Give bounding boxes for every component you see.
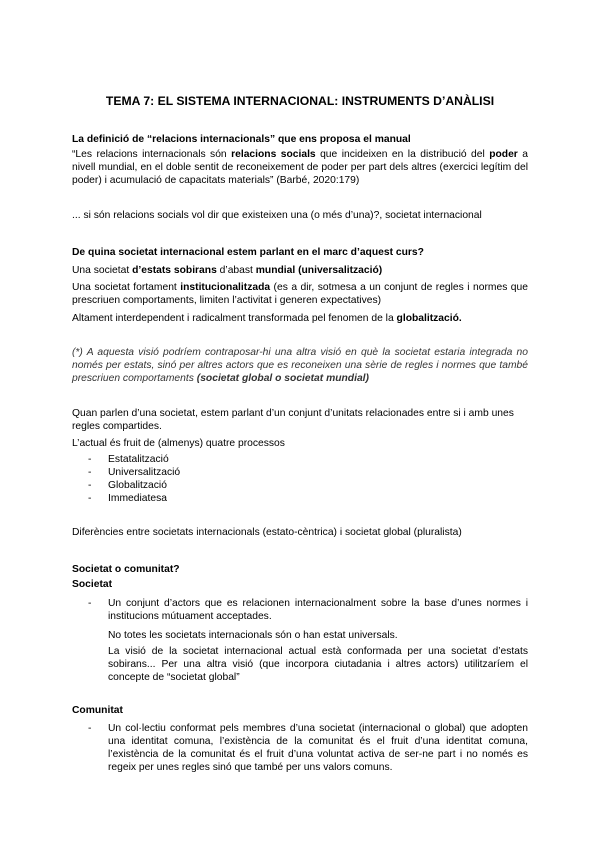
subheading-community: Comunitat [72,705,123,716]
list-dash: - [88,467,92,478]
society-definition: Un conjunt d’actors que es relacionen internacionalment sobre la base d’unes normes i institucions mútuament acceptades. [108,598,528,622]
list-dash: - [88,598,92,609]
bold-text: (societat global o societat mundial) [196,373,369,384]
text: Altament interdependent i radicalment transformada pel fenomen de la [72,313,397,324]
bold-text: institucionalitzada [180,282,271,293]
list-item: Immediatesa [108,493,167,504]
section-heading-society: De quina societat internacional estem parlant en el marc d’aquest curs? [72,247,424,258]
text: (es a dir, sotmesa a un conjunt de regles i normes que prescriuen comportaments, limiten l’activitat i generen expectatives) [72,282,528,306]
italic-note-global-society [72,346,528,385]
bold-text: mundial (universalització) [255,265,383,276]
quote-text: que incideixen en la distribució del [315,149,490,160]
paragraph-globalization [72,312,528,325]
community-definition: Un col·lectiu conformat pels membres d’una societat (internacional o global) que adopten una identitat comuna, l’existència de la comunitat és el fruit d’una identitat comuna, l’existència de la comunitat és el fruit d’una voluntat activa de ser-ne part i no només es regeix per unes regles sinó que també per uns valors comuns. [108,723,528,773]
quote-text: a nivell mundial, en el doble sentit de reconeixement de poder per part dels altres (exercici legítim del poder) i acumulació de capacitats materials” (Barbé, 2020:179) [72,149,528,186]
list-dash: - [88,723,92,734]
quote-bold-social: relacions socials [231,149,316,160]
text: Una societat fortament [72,282,181,293]
quote-bold-power: poder [489,149,518,160]
list-item: Universalització [108,467,181,478]
list-dash: - [88,493,92,504]
paragraph-units: Quan parlen d’una societat, estem parlant d’un conjunt d’unitats relacionades entre si i amb unes regles compartides. [72,408,514,432]
paragraph-institutionalized [72,281,528,307]
list-item: Globalització [108,480,167,491]
society-note: ... si són relacions socials vol dir que existeixen una (o més d’una)?, societat internacional [72,210,482,221]
bold-text: globalització. [396,313,462,324]
page-title: TEMA 7: EL SISTEMA INTERNACIONAL: INSTRUMENTS D’ANÀLISI [105,94,495,108]
section-heading-community: Societat o comunitat? [72,564,180,575]
paragraph-processes: L’actual és fruit de (almenys) quatre processos [72,438,285,449]
quote-text: “Les relacions internacionals són [72,149,232,160]
society-universal-note: No totes les societats internacionals són o han estat universals. [108,630,398,641]
subheading-society: Societat [72,579,113,590]
text: Una societat [72,265,133,276]
text: d’abast [216,265,256,276]
bold-text: d’estats sobirans [132,265,217,276]
society-global-note: La visió de la societat internacional actual està conformada per una societat d’estats sobirans... Per una altra visió (que incorpora ciutadania i altres actors) utilitzaríem el concepte de “societat global” [108,646,528,683]
list-item: Estatalització [108,454,169,465]
list-dash: - [88,454,92,465]
text: (*) A aquesta visió podríem contraposar-hi una altra visió en què la societat estaria integrada no només per estats, sinó per altres actors que es reconeixen una sèrie de regles i normes que també prescriuen comportaments [72,347,528,384]
paragraph-sovereign-states [72,264,528,277]
paragraph-differences: Diferències entre societats internacionals (estato-cèntrica) i societat global (pluralista) [72,527,462,538]
list-dash: - [88,480,92,491]
definition-quote [72,148,528,187]
section-heading-definition: La definició de “relacions internacionals” que ens proposa el manual [72,134,411,145]
